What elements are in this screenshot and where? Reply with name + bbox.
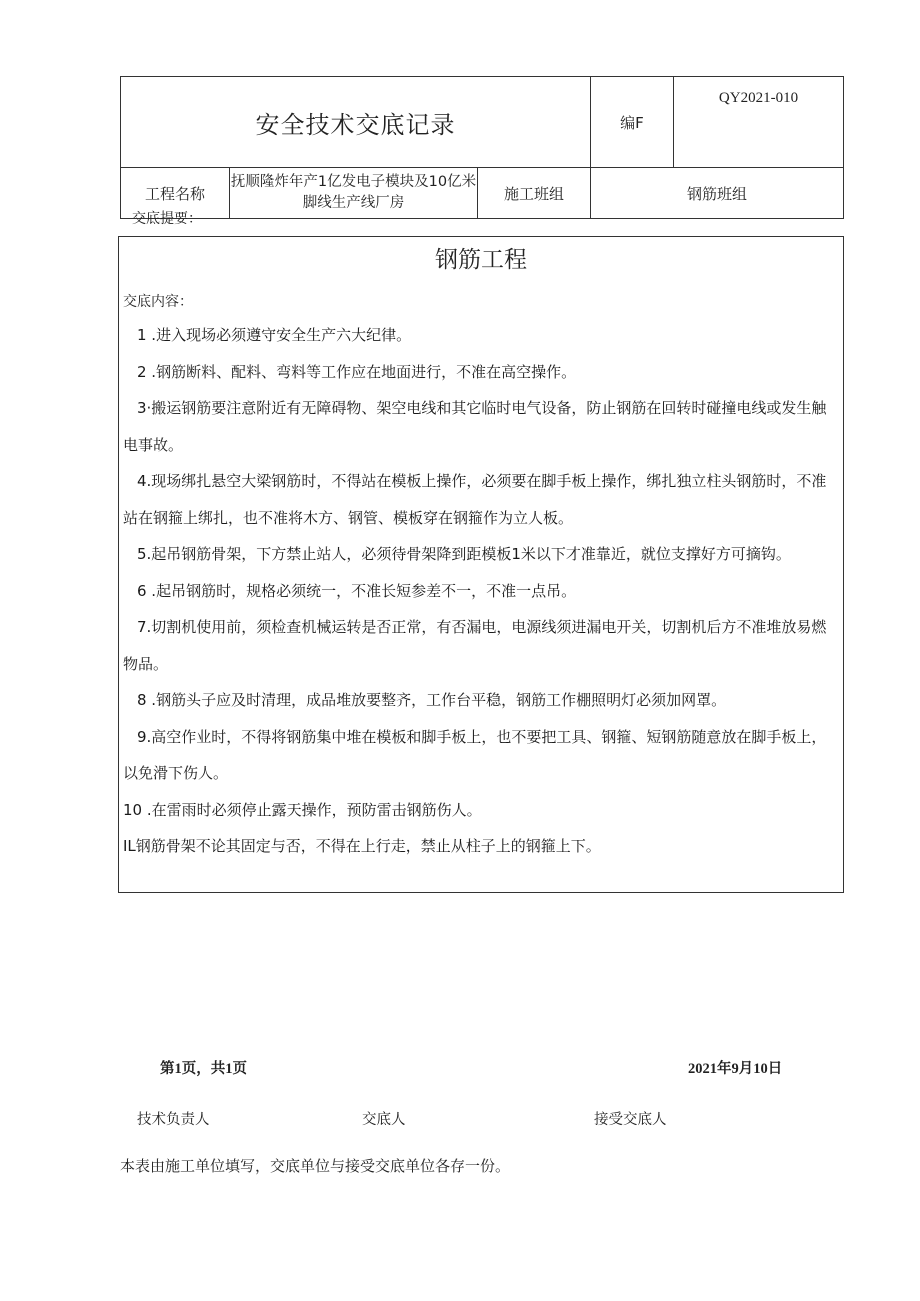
form-date: 2021年9月10日 <box>688 1061 783 1077</box>
header-table <box>120 76 844 219</box>
summary-label: 交底提要： <box>132 211 202 227</box>
list-item: 5.起吊钢筋骨架，下方禁止站人，必须待骨架降到距模板1米以下才准靠近，就位支撑好方可摘钩。 <box>137 545 791 563</box>
footer-note: 本表由施工单位填写，交底单位与接受交底单位各存一份。 <box>120 1157 511 1175</box>
code-value: QY2021-010 <box>674 77 844 168</box>
content-items <box>123 317 841 865</box>
page-info: 第1页，共1页 <box>160 1061 247 1077</box>
team-label: 施工班组 <box>478 168 591 219</box>
project-name: 抚顺隆炸年产1亿发电子模块及10亿米脚线生产线厂房 <box>230 168 478 219</box>
list-item: 6 .起吊钢筋时，规格必须统一，不准长短参差不一，不准一点吊。 <box>137 581 577 600</box>
content-box <box>118 236 844 893</box>
list-item: 2 .钢筋断料、配料、弯料等工作应在地面进行，不准在高空操作。 <box>137 362 577 381</box>
list-item: 3·搬运钢筋要注意附近有无障碍物、架空电线和其它临时电气设备，防止钢筋在回转时碰撞电线或发生触电事故。 <box>123 399 827 454</box>
content-label: 交底内容： <box>123 294 193 310</box>
list-item: 8 .钢筋头子应及时清理，成品堆放要整齐，工作台平稳，钢筋工作棚照明灯必须加网罩。 <box>137 691 727 709</box>
receiver-label: 接受交底人 <box>594 1112 667 1128</box>
presenter-label: 交底人 <box>362 1112 406 1128</box>
list-item: 9.高空作业时，不得将钢筋集中堆在模板和脚手板上，也不要把工具、钢箍、短钢筋随意放在脚手板上，以免滑下伤人。 <box>123 727 827 782</box>
list-item: IL钢筋骨架不论其固定与否，不得在上行走，禁止从柱子上的钢箍上下。 <box>123 837 601 855</box>
list-item: 10 .在雷雨时必须停止露天操作，预防雷击钢筋伤人。 <box>123 800 482 819</box>
list-item: 7.切割机使用前，须检查机械运转是否正常，有否漏电，电源线须进漏电开关，切割机后方不准堆放易燃物品。 <box>123 618 827 673</box>
team-value: 钢筋班组 <box>591 168 844 219</box>
content-title: 钢筋工程 <box>435 247 527 273</box>
code-label: 编F <box>591 77 674 168</box>
list-item: 4.现场绑扎悬空大梁钢筋时，不得站在模板上操作，必须要在脚手板上操作，绑扎独立柱头钢筋时，不准站在钢箍上绑扎，也不准将木方、钢管、模板穿在钢箍作为立人板。 <box>123 472 827 527</box>
list-item: 1 .进入现场必须遵守安全生产六大纪律。 <box>137 326 412 344</box>
project-label: 工程名称 <box>121 168 230 219</box>
tech-lead-label: 技术负责人 <box>137 1112 210 1128</box>
form-title: 安全技术交底记录 <box>121 77 591 168</box>
